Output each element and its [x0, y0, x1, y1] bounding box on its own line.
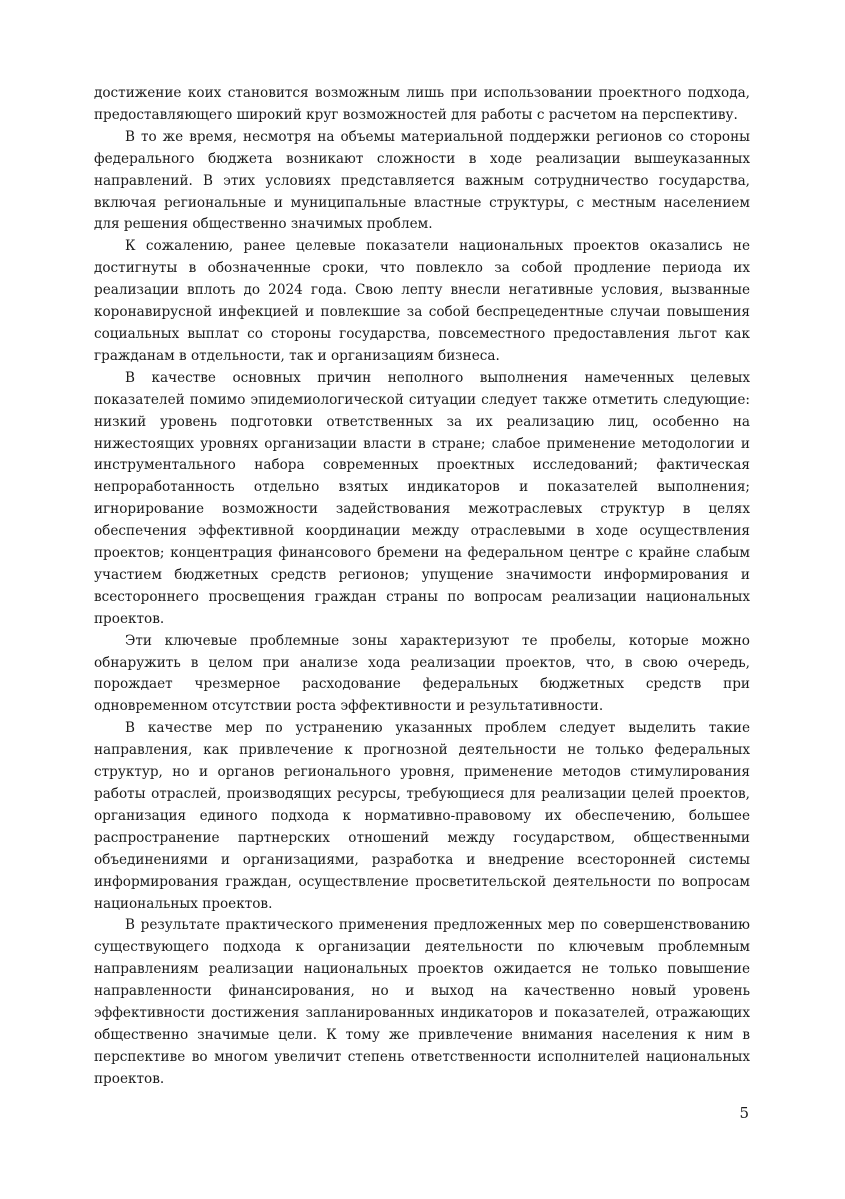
- paragraph-continuation: достижение коих становится возможным лишь при использовании проектного подхода, предоставляющего широкий круг возможностей для работы с расчетом на перспективу.: [94, 85, 750, 123]
- paragraph: К сожалению, ранее целевые показатели национальных проектов оказались не достигнуты в обозначенные сроки, что повлекло за собой продление периода их реализации вплоть до 2024 года. Свою лепту внесли негативные условия, вызванные коронавирусной инфекцией и повлекшие за собой беспрецедентные случаи повышения социальных выплат со стороны государства, повсеместного предоставления льгот как гражданам в отдельности, так и организациям бизнеса.: [94, 238, 750, 364]
- paragraph: В качестве основных причин неполного выполнения намеченных целевых показателей помимо эпидемиологической ситуации следует также отметить следующие: низкий уровень подготовки ответственных за их реализацию лиц, особенно на нижестоящих уровнях организации власти в стране; слабое применение методологии и инструментального набора современных проектных исследований; фактическая непроработанность отдельно взятых индикаторов и показателей выполнения; игнорирование возможности задействования межотраслевых структур в целях обеспечения эффективной координации между отраслевыми в ходе осуществления проектов; концентрация финансового бремени на федеральном центре с крайне слабым участием бюджетных средств регионов; упущение значимости информирования и всестороннего просвещения граждан страны по вопросам реализации национальных проектов.: [94, 369, 750, 627]
- paragraph: В то же время, несмотря на объемы материальной поддержки регионов со стороны федерального бюджета возникают сложности в ходе реализации вышеуказанных направлений. В этих условиях представляется важным сотрудничество государства, включая региональные и муниципальные властные структуры, с местным населением для решения общественно значимых проблем.: [94, 128, 750, 233]
- paragraph: В качестве мер по устранению указанных проблем следует выделить такие направления, как привлечение к прогнозной деятельности не только федеральных структур, но и органов регионального уровня, применение методов стимулирования работы отраслей, производящих ресурсы, требующиеся для реализации целей проектов, организация единого подхода к нормативно-правовому их обеспечению, большее распространение партнерских отношений между государством, общественными объединениями и организациями, разработка и внедрение всесторонней системы информирования граждан, осуществление просветительской деятельности по вопросам национальных проектов.: [94, 720, 750, 912]
- body-text: [94, 83, 750, 1091]
- page-number: 5: [739, 1104, 749, 1122]
- paragraph: В результате практического применения предложенных мер по совершенствованию существующего подхода к организации деятельности по ключевым проблемным направлениям реализации национальных проектов ожидается не только повышение направленности финансирования, но и выход на качественно новый уровень эффективности достижения запланированных индикаторов и показателей, отражающих общественно значимые цели. К тому же привлечение внимания населения к ним в перспективе во многом увеличит степень ответственности исполнителей национальных проектов.: [94, 917, 750, 1087]
- paragraph: Эти ключевые проблемные зоны характеризуют те пробелы, которые можно обнаружить в целом при анализе хода реализации проектов, что, в свою очередь, порождает чрезмерное расходование федеральных бюджетных средств при одновременном отсутствии роста эффективности и результативности.: [94, 632, 750, 715]
